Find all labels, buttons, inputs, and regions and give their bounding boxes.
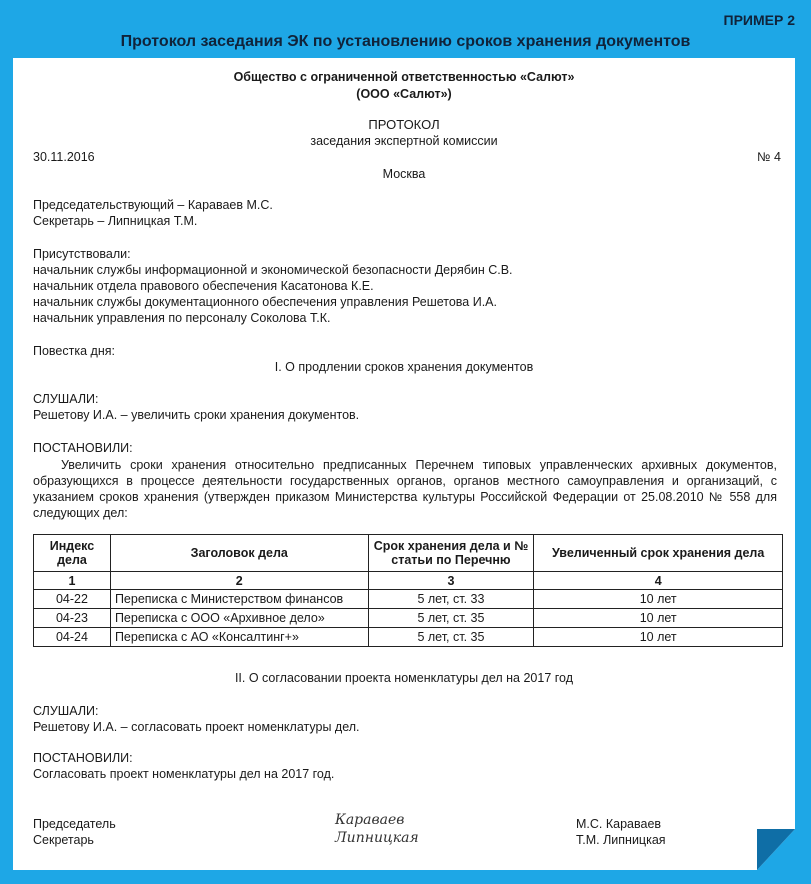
heard-label-2: СЛУШАЛИ: <box>33 704 99 718</box>
decided-label-1: ПОСТАНОВИЛИ: <box>33 441 133 455</box>
present-label: Присутствовали: <box>33 247 131 261</box>
heard-text-1: Решетову И.А. – увеличить сроки хранения документов. <box>33 408 360 422</box>
agenda-item-2: II. О согласовании проекта номенклатуры дел на 2017 год <box>234 671 574 685</box>
column-number: 1 <box>34 572 111 590</box>
column-number: 3 <box>368 572 534 590</box>
decided-text-1: Увеличить сроки хранения относительно предписанных Перечнем типовых управленческих архивных документов, образующихся в процессе деятельности государственных органов, органов местного самоуправления и организаций, с указанием сроков хранения (утвержден приказом Министерства культуры Российской Федерации от 25.08.2010 № 558 для следующих дел: <box>33 458 777 520</box>
storage-term: 5 лет, ст. 35 <box>368 609 534 628</box>
column-number: 4 <box>534 572 783 590</box>
case-index: 04-23 <box>34 609 111 628</box>
example-label: ПРИМЕР 2 <box>723 12 795 28</box>
heard-label-1: СЛУШАЛИ: <box>33 392 99 406</box>
org-full-name: Общество с ограниченной ответственностью «Салют» <box>233 70 575 84</box>
table-row <box>34 590 783 609</box>
case-index: 04-24 <box>34 628 111 647</box>
present-item: начальник службы документационного обеспечения управления Решетова И.А. <box>33 295 497 309</box>
doc-subtitle: заседания экспертной комиссии <box>310 134 498 148</box>
chair-signature: Караваев <box>335 812 405 828</box>
extended-term: 10 лет <box>534 628 783 647</box>
page-title: Протокол заседания ЭК по установлению сроков хранения документов <box>120 33 691 50</box>
storage-term: 5 лет, ст. 33 <box>368 590 534 609</box>
column-number: 2 <box>110 572 368 590</box>
chair-role: Председатель <box>33 817 116 831</box>
case-title: Переписка с ООО «Архивное дело» <box>110 609 368 628</box>
present-item: начальник отдела правового обеспечения Касатонова К.Е. <box>33 279 374 293</box>
column-number-row <box>34 572 783 590</box>
secretary-name: Т.М. Липницкая <box>576 833 666 847</box>
case-title: Переписка с АО «Консалтинг+» <box>110 628 368 647</box>
agenda-item-1: I. О продлении сроков хранения документов <box>274 360 534 374</box>
doc-date: 30.11.2016 <box>33 150 95 164</box>
secretary-line: Секретарь – Липницкая Т.М. <box>33 214 198 228</box>
case-index: 04-22 <box>34 590 111 609</box>
table-header: Срок хранения дела и № статьи по Перечню <box>368 535 534 572</box>
storage-table <box>33 534 783 647</box>
heard-text-2: Решетову И.А. – согласовать проект номенклатуры дел. <box>33 720 360 734</box>
chair-line: Председательствующий – Караваев М.С. <box>33 198 273 212</box>
decided-text-2: Согласовать проект номенклатуры дел на 2017 год. <box>33 767 335 781</box>
secretary-role: Секретарь <box>33 833 94 847</box>
table-row <box>34 628 783 647</box>
doc-type: ПРОТОКОЛ <box>368 117 440 132</box>
chair-name: М.С. Караваев <box>576 817 662 831</box>
present-item: начальник управления по персоналу Соколова Т.К. <box>33 311 331 325</box>
table-header: Увеличенный срок хранения дела <box>534 535 783 572</box>
storage-term: 5 лет, ст. 35 <box>368 628 534 647</box>
org-short-name: (ООО «Салют») <box>356 87 452 101</box>
doc-number: № 4 <box>757 150 781 164</box>
extended-term: 10 лет <box>534 609 783 628</box>
agenda-label: Повестка дня: <box>33 344 115 358</box>
present-item: начальник службы информационной и экономической безопасности Дерябин С.В. <box>33 263 513 277</box>
table-header: Заголовок дела <box>110 535 368 572</box>
decided-label-2: ПОСТАНОВИЛИ: <box>33 751 133 765</box>
doc-city: Москва <box>382 167 426 181</box>
secretary-signature: Липницкая <box>335 830 419 846</box>
table-row <box>34 609 783 628</box>
page-fold-shadow <box>757 829 795 870</box>
table-header: Индекс дела <box>34 535 111 572</box>
extended-term: 10 лет <box>534 590 783 609</box>
case-title: Переписка с Министерством финансов <box>110 590 368 609</box>
